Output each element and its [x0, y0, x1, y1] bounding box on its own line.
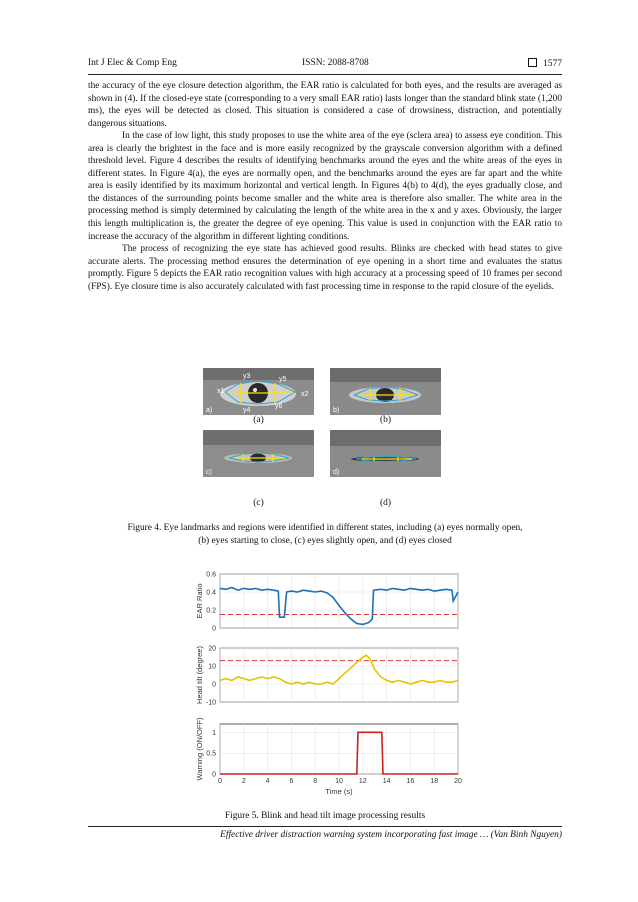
y-tick-label: -10 — [205, 699, 216, 707]
y-tick-label: 0 — [212, 625, 216, 633]
eye-image-b — [330, 368, 441, 415]
x-tick-label: 4 — [265, 778, 270, 785]
landmark-label: y6 — [275, 403, 283, 410]
y-tick-label: 1 — [212, 729, 216, 737]
checkbox-square-icon — [528, 58, 537, 67]
subfigure-label-d: (d) — [379, 498, 392, 508]
x-tick-label: 0 — [218, 778, 222, 785]
y-tick-label: 0 — [212, 771, 216, 779]
y-tick-label: 20 — [208, 645, 216, 653]
figure-4 — [203, 368, 443, 518]
x-axis-label: Time (s) — [325, 787, 353, 796]
x-tick-label: 10 — [335, 778, 343, 785]
running-header — [88, 58, 562, 72]
figure-4-caption — [88, 522, 562, 547]
y-axis-label: EAR Ratio — [195, 583, 204, 619]
landmark-label: x1 — [217, 388, 225, 395]
y-tick-label: 10 — [208, 663, 216, 671]
x-tick-label: 2 — [241, 778, 246, 785]
x-tick-label: 20 — [454, 778, 462, 785]
page-number: 1577 — [543, 59, 562, 69]
caption-line: Figure 4. Eye landmarks and regions were identified in different states, including (a) eyes normally open, — [127, 523, 523, 533]
landmark-label: y3 — [243, 373, 251, 380]
y-axis-label: Head tilt (degree) — [195, 646, 204, 704]
subfigure-label-a: (a) — [253, 415, 264, 425]
y-tick-label: 0 — [212, 681, 216, 689]
y-tick-label: 0.4 — [206, 589, 216, 597]
figure-5-chart — [190, 566, 470, 801]
eye-image-d — [330, 430, 441, 477]
footer-rule — [88, 826, 562, 827]
paragraph: The process of recognizing the eye state has achieved good results. Blinks are checked with head states to give accurate alerts. The processing method ensures the determination of eye opening in a short time and evaluates the status promptly. Figure 5 depicts the EAR ratio recognition values with high accuracy at a processing speed of 10 frames per second (FPS). Eye closure time is also accurately calculated with fast processing time in response to the rapid closure of the eyelids. — [88, 244, 562, 292]
issn: ISSN: 2088-8708 — [302, 58, 369, 68]
x-tick-label: 8 — [313, 778, 318, 785]
panel-tag: a) — [206, 407, 213, 414]
x-tick-label: 14 — [382, 778, 391, 785]
landmark-label: x2 — [301, 391, 309, 398]
y-tick-label: 0.6 — [206, 571, 216, 579]
y-axis-label: Warning (ON/OFF) — [195, 717, 204, 781]
x-tick-label: 18 — [430, 778, 439, 785]
landmark-label: y5 — [279, 376, 287, 383]
panel-tag: c) — [206, 469, 212, 476]
running-footer: Effective driver distraction warning system incorporating fast image … (Van Binh Nguyen) — [220, 830, 562, 840]
header-rule — [88, 74, 562, 75]
x-tick-label: 12 — [358, 778, 367, 785]
body-text — [88, 80, 562, 293]
eye-image-a — [203, 368, 314, 415]
x-tick-label: 6 — [289, 778, 294, 785]
panel-tag: d) — [333, 469, 340, 476]
caption-line: (b) eyes starting to close, (c) eyes slightly open, and (d) eyes closed — [198, 535, 452, 546]
eye-image-c — [203, 430, 314, 477]
subfigure-label-b: (b) — [379, 415, 392, 425]
y-tick-label: 0.2 — [206, 607, 216, 615]
page-number-group — [528, 58, 562, 69]
figure-5-caption: Figure 5. Blink and head tilt image processing results — [224, 811, 426, 821]
subfigure-label-c: (c) — [253, 498, 264, 508]
paragraph: In the case of low light, this study proposes to use the white area of the eye (sclera area) to assess eye condition. This area is clearly the brightest in the face and is more easily recognized by the grayscale conversion algorithm with a defined threshold level. Figure 4 describes the results of identifying benchmarks around the eyes and the white areas of the eyes in different states. In Figure 4(a), the eyes are normally open, and the benchmarks around the eyes are far apart and the white area is easily identified by its maximum horizontal and vertical length. In Figures 4(b) to 4(d), the eyes gradually close, and the distances of the surrounding points become smaller and the white area is therefore also smaller. The white area in the processing method is simply determined by calculating the length of the white area in the x and y axes. Obviously, the larger this length multiplication is, the greater the degree of eye opening. This value is used in conjunction with the EAR ratio to increase the accuracy of the algorithm in different lighting conditions. — [88, 131, 562, 242]
landmark-label: y4 — [243, 407, 251, 414]
x-tick-label: 16 — [406, 778, 415, 785]
panel-tag: b) — [333, 407, 340, 414]
paragraph: the accuracy of the eye closure detection algorithm, the EAR ratio is calculated for both eyes, and the results are averaged as shown in (4). If the closed-eye state (corresponding to a very small EAR ratio) lasts longer than the standard blink state (1,200 ms), the eyes will be detected as closed. This situation is considered a case of drowsiness, distraction, and potentially dangerous situations. — [88, 81, 562, 129]
journal-name: Int J Elec & Comp Eng — [88, 58, 177, 68]
y-tick-label: 0.5 — [206, 750, 216, 758]
